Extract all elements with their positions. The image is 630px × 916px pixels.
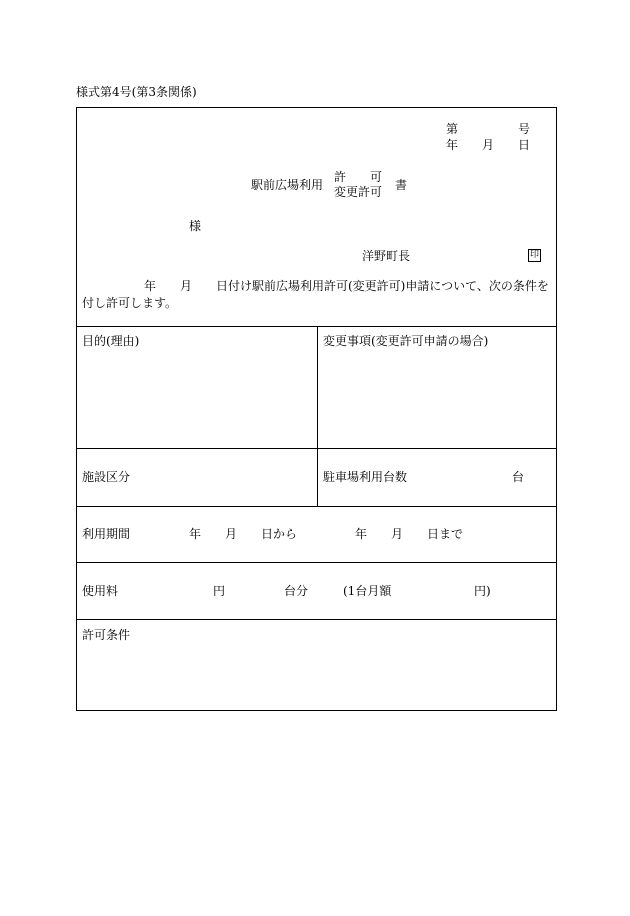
number-suffix: 号 xyxy=(518,122,531,136)
official-seal-mark: 印 xyxy=(529,250,539,260)
period-from-day: 日から xyxy=(261,527,298,541)
change-details-label: 変更事項(変更許可申請の場合) xyxy=(323,334,489,348)
period-to-day: 日まで xyxy=(427,527,464,541)
permit-conditions-label: 許可条件 xyxy=(82,628,131,642)
fee-yen-unit: 円 xyxy=(213,584,226,598)
body-line-1: 日付け駅前広場利用許可(変更許可)申請について、次の条件を xyxy=(216,279,549,293)
date-day: 日 xyxy=(518,138,531,152)
addressee-suffix: 様 xyxy=(189,219,202,233)
body-year: 年 xyxy=(144,279,157,293)
divider-facility-bottom xyxy=(77,506,556,507)
period-from-year: 年 xyxy=(189,527,202,541)
purpose-label: 目的(理由) xyxy=(82,334,140,348)
period-to-month: 月 xyxy=(391,527,404,541)
divider-period-bottom xyxy=(77,562,556,563)
parking-count-unit: 台 xyxy=(512,470,525,484)
fee-monthly-open: (1台月額 xyxy=(343,584,392,598)
title-option-change: 変更許可 xyxy=(334,185,383,199)
form-code-label: 様式第4号(第3条関係) xyxy=(76,85,197,99)
period-from-month: 月 xyxy=(225,527,238,541)
title-option-permit: 許 可 xyxy=(334,170,383,184)
body-month: 月 xyxy=(180,279,193,293)
fee-monthly-close: 円) xyxy=(474,584,491,598)
issuer-name: 洋野町長 xyxy=(362,249,411,263)
column-divider xyxy=(317,326,318,506)
date-year: 年 xyxy=(446,138,459,152)
body-line-2: 付し許可します。 xyxy=(82,296,178,310)
date-month: 月 xyxy=(482,138,495,152)
fee-vehicle-unit: 台分 xyxy=(284,584,309,598)
parking-count-label: 駐車場利用台数 xyxy=(323,470,408,484)
permit-form xyxy=(76,107,557,711)
period-to-year: 年 xyxy=(355,527,368,541)
usage-fee-label: 使用料 xyxy=(82,584,119,598)
document-title: 駅前広場利用 xyxy=(251,178,324,192)
divider-fee-bottom xyxy=(77,619,556,620)
title-suffix: 書 xyxy=(395,178,408,192)
facility-category-label: 施設区分 xyxy=(82,470,131,484)
usage-period-label: 利用期間 xyxy=(82,527,131,541)
number-prefix: 第 xyxy=(446,122,459,136)
